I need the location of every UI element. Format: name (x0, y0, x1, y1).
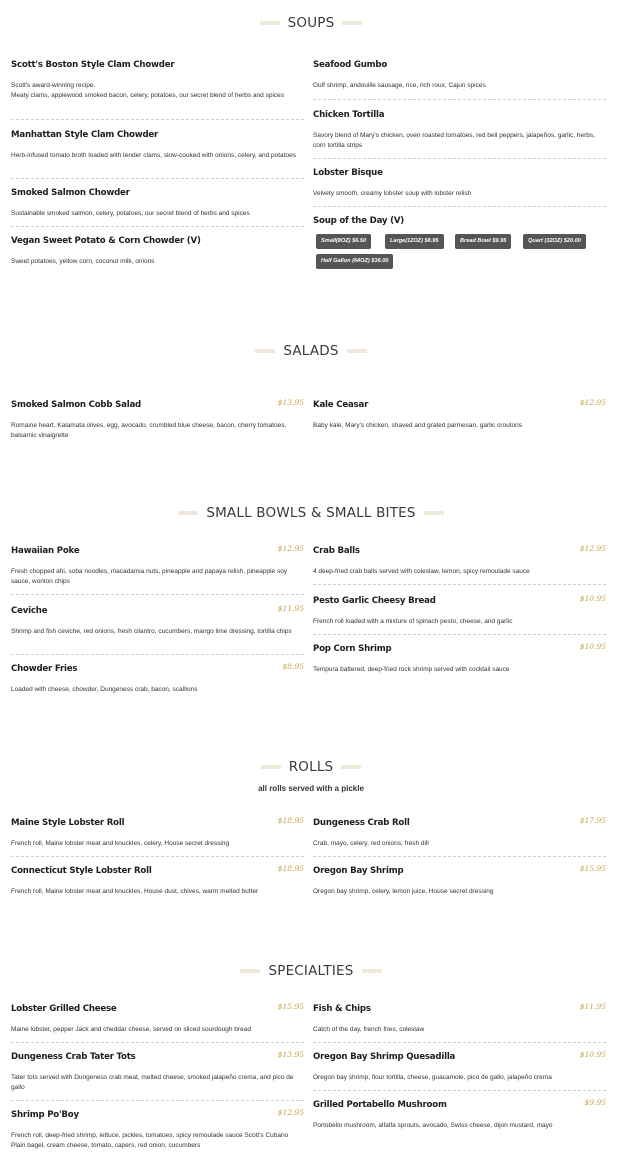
item-name: Lobster Grilled Cheese (11, 1004, 117, 1014)
title-ornament (178, 511, 198, 515)
item-divider (313, 99, 606, 100)
section-title-salads (0, 341, 622, 361)
item-divider (11, 856, 304, 857)
title-ornament (261, 765, 281, 769)
item-name: Chowder Fries (11, 664, 78, 674)
bites-right-column (313, 546, 606, 706)
salads-left-column (11, 400, 304, 450)
item-divider (313, 634, 606, 635)
title-ornament (347, 349, 367, 353)
item-price: $12.95 (277, 1108, 304, 1117)
item-price: $13.95 (277, 1050, 304, 1059)
size-option-badge[interactable]: Small(8OZ) $6.50 (316, 234, 371, 249)
item-divider (11, 1042, 304, 1043)
item-price: $8.95 (282, 662, 304, 671)
item-divider (313, 584, 606, 585)
section-heading: SMALL BOWLS & SMALL BITES (206, 505, 416, 521)
item-name: Lobster Bisque (313, 168, 383, 178)
item-description: 4 deep-fried crab balls served with coleslaw, lemon, spicy remoulade sauce (313, 568, 530, 575)
item-description: French roll, deep-fried shrimp, lettuce, pickles, tomatoes, spicy remoulade sauce Scott's Cubano Plain bagel, cream cheese, tomato, capers, red onion, cucumbers (11, 1132, 289, 1149)
item-name: Smoked Salmon Chowder (11, 188, 130, 198)
item-description: Velvety smooth, creamy lobster soup with lobster relish (313, 190, 472, 197)
salads-right-column (313, 400, 606, 450)
item-name: Crab Balls (313, 546, 360, 556)
item-price: $10.95 (579, 594, 606, 603)
item-description: Sweet potatoes, yellow corn, coconut milk, onions (11, 258, 155, 265)
soups-left-column (11, 60, 304, 280)
section-heading: ROLLS (288, 759, 334, 775)
item-name: Oregon Bay Shrimp Quesadilla (313, 1052, 456, 1062)
title-ornament (240, 969, 260, 973)
item-description: Gulf shrimp, andouille sausage, rice, rich roux, Cajun spices (313, 82, 486, 89)
item-description: Loaded with cheese, chowder, Dungeness crab, bacon, scallions (11, 686, 198, 693)
item-name: Oregon Bay Shrimp (313, 866, 404, 876)
item-description: Crab, mayo, celery, red onions, fresh dill (313, 840, 429, 847)
section-subtitle: all rolls served with a pickle (258, 784, 364, 793)
section-title-specialties (0, 961, 622, 981)
title-ornament (342, 21, 362, 25)
size-option-badge[interactable]: Large(12OZ) $8.95 (385, 234, 444, 249)
item-name: Grilled Portabello Mushroom (313, 1100, 447, 1110)
item-price: $9.95 (584, 1098, 606, 1107)
bites-left-column (11, 546, 304, 706)
size-option-badge[interactable]: Quart (32OZ) $20.00 (523, 234, 586, 249)
item-price: $12.95 (579, 544, 606, 553)
item-name: Dungeness Crab Roll (313, 818, 410, 828)
item-price: $17.95 (579, 816, 606, 825)
size-option-badge[interactable]: Half Gallon (64OZ) $36.00 (316, 254, 393, 269)
item-price: $18.95 (277, 816, 304, 825)
item-name: Connecticut Style Lobster Roll (11, 866, 152, 876)
item-divider (313, 158, 606, 159)
item-description: French roll loaded with a mixture of spinach pesto, cheese, and garlic (313, 618, 513, 625)
item-name: Scott's Boston Style Clam Chowder (11, 60, 175, 70)
title-ornament (260, 21, 280, 25)
item-description: Shrimp and fish ceviche, red onions, fresh cilantro, cucumbers, mango lime dressing, tortilla chips (11, 628, 292, 635)
item-name: Seafood Gumbo (313, 60, 388, 70)
item-divider (11, 594, 304, 595)
item-name: Vegan Sweet Potato & Corn Chowder (V) (11, 236, 201, 246)
item-name: Shrimp Po'Boy (11, 1110, 79, 1120)
item-name: Dungeness Crab Tater Tots (11, 1052, 136, 1062)
item-name: Pop Corn Shrimp (313, 644, 392, 654)
item-description: Maine lobster, pepper Jack and cheddar cheese, served on sliced sourdough bread (11, 1026, 251, 1033)
item-price: $12.95 (579, 398, 606, 407)
item-price: $13.95 (277, 398, 304, 407)
item-description: Scott's award-winning recipe. Meaty clams, applewood smoked bacon, celery, potatoes, our secret blend of herbs and spices (11, 82, 285, 99)
item-price: $15.95 (579, 864, 606, 873)
item-divider (11, 1100, 304, 1101)
item-description: Baby kale, Mary's chicken, shaved and grated parmesan, garlic croutons (313, 422, 522, 429)
item-description: Catch of the day, french fries, coleslaw (313, 1026, 425, 1033)
item-name: Hawaiian Poke (11, 546, 80, 556)
item-description: Portobello mushroom, alfalfa sprouts, avocado, Swiss cheese, dijon mustard, mayo (313, 1122, 553, 1129)
item-description: Fresh chopped ahi, soba noodles, macadamia nuts, pineapple and papaya relish, pineapple soy sauce, wonton chips (11, 568, 288, 585)
item-name: Kale Ceasar (313, 400, 369, 410)
item-name: Pesto Garlic Cheesy Bread (313, 596, 436, 606)
item-divider (11, 119, 304, 120)
title-ornament (362, 969, 382, 973)
item-divider (313, 206, 606, 207)
section-heading: SPECIALTIES (268, 963, 354, 979)
item-price: $18.95 (277, 864, 304, 873)
title-ornament (255, 349, 275, 353)
section-heading: SALADS (283, 343, 339, 359)
item-name: Maine Style Lobster Roll (11, 818, 125, 828)
item-divider (11, 178, 304, 179)
rolls-right-column (313, 818, 606, 908)
item-divider (313, 856, 606, 857)
item-description: Oregon bay shrimp, celery, lemon juice, House secret dressing (313, 888, 494, 895)
item-description: Tater tots served with Dungeness crab meat, melted cheese, smoked jalapeño crema, and pico de gallo (11, 1074, 294, 1091)
item-price: $12.95 (277, 544, 304, 553)
item-description: French roll, Maine lobster meat and knuckles, House dust, chives, warm melted butter (11, 888, 259, 895)
item-description: Romaine heart, Kalamata olives, egg, avocado, crumbled blue cheese, bacon, cherry tomatoes, balsamic vinaigrette (11, 422, 287, 439)
item-description: Savory blend of Mary's chicken, oven roasted tomatoes, red bell peppers, jalapeños, garlic, herbs, corn tortilla strips (313, 132, 595, 149)
item-name: Manhattan Style Clam Chowder (11, 130, 159, 140)
section-heading: SOUPS (287, 15, 335, 31)
specialties-left-column (11, 1004, 304, 1154)
item-price: $15.95 (277, 1002, 304, 1011)
item-divider (313, 1090, 606, 1091)
item-name: Soup of the Day (V) (313, 216, 405, 226)
item-description: Herb-infused tomato broth loaded with tender clams, slow-cooked with onions, celery, and potatoes (11, 152, 296, 159)
item-name: Chicken Tortilla (313, 110, 385, 120)
size-option-badge[interactable]: Bread Bowl $9.95 (455, 234, 511, 249)
item-divider (11, 226, 304, 227)
item-price: $11.95 (579, 1002, 606, 1011)
item-price: $10.95 (579, 1050, 606, 1059)
section-title-soups (0, 13, 622, 33)
item-price: $11.95 (277, 604, 304, 613)
rolls-left-column (11, 818, 304, 908)
specialties-right-column (313, 1004, 606, 1154)
section-title-rolls (0, 757, 622, 777)
item-description: Sustainable smoked salmon, celery, potatoes, our secret blend of herbs and spices (11, 210, 250, 217)
item-price: $10.95 (579, 642, 606, 651)
item-description: Oregon bay shrimp, flour tortilla, cheese, guacamole, pico de gallo, jalapeño crema (313, 1074, 552, 1081)
item-name: Smoked Salmon Cobb Salad (11, 400, 141, 410)
item-divider (313, 1042, 606, 1043)
item-description: French roll, Maine lobster meat and knuckles, celery, House secret dressing (11, 840, 230, 847)
item-name: Fish & Chips (313, 1004, 371, 1014)
title-ornament (341, 765, 361, 769)
title-ornament (424, 511, 444, 515)
item-name: Ceviche (11, 606, 48, 616)
item-description: Tempura battered, deep-fried rock shrimp served with cocktail sauce (313, 666, 510, 673)
soups-right-column (313, 60, 606, 280)
item-divider (11, 654, 304, 655)
section-title-small-bites (0, 503, 622, 523)
